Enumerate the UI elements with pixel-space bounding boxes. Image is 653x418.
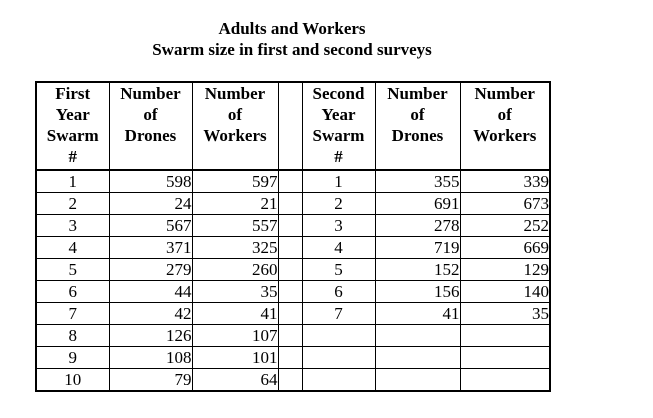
second-drones-cell xyxy=(375,347,460,369)
separator-cell xyxy=(278,259,302,281)
first-swarm-cell: 3 xyxy=(36,215,109,237)
header-text: Swarm xyxy=(312,126,365,145)
first-workers-cell: 21 xyxy=(192,193,278,215)
second-swarm-cell: 5 xyxy=(302,259,375,281)
first-workers-cell: 325 xyxy=(192,237,278,259)
separator-cell xyxy=(278,369,302,392)
swarm-table xyxy=(35,81,551,392)
separator-cell xyxy=(278,347,302,369)
header-first-drones xyxy=(109,82,192,170)
header-text: Year xyxy=(55,105,90,124)
separator-cell xyxy=(278,170,302,193)
first-workers-cell: 557 xyxy=(192,215,278,237)
header-first-workers xyxy=(192,82,278,170)
second-drones-cell: 278 xyxy=(375,215,460,237)
header-text: Number xyxy=(204,84,266,103)
second-swarm-cell: 2 xyxy=(302,193,375,215)
header-text: Number xyxy=(474,84,535,103)
header-text: Year xyxy=(321,105,356,124)
table-row xyxy=(36,237,550,259)
second-workers-cell: 140 xyxy=(460,281,550,303)
header-text: # xyxy=(68,147,77,166)
table-header-row xyxy=(36,82,550,170)
second-drones-cell: 355 xyxy=(375,170,460,193)
header-text: Workers xyxy=(203,126,267,145)
second-workers-cell: 35 xyxy=(460,303,550,325)
first-workers-cell: 260 xyxy=(192,259,278,281)
first-workers-cell: 101 xyxy=(192,347,278,369)
second-workers-cell: 252 xyxy=(460,215,550,237)
header-text: First xyxy=(55,84,91,103)
separator-cell xyxy=(278,237,302,259)
first-drones-cell: 24 xyxy=(109,193,192,215)
first-drones-cell: 279 xyxy=(109,259,192,281)
header-text: of xyxy=(143,105,158,124)
title-line-1: Adults and Workers xyxy=(218,19,366,38)
first-swarm-cell: 9 xyxy=(36,347,109,369)
first-swarm-cell: 4 xyxy=(36,237,109,259)
second-drones-cell: 719 xyxy=(375,237,460,259)
first-drones-cell: 371 xyxy=(109,237,192,259)
page-title xyxy=(0,18,584,60)
first-workers-cell: 41 xyxy=(192,303,278,325)
second-drones-cell xyxy=(375,325,460,347)
header-text: Workers xyxy=(473,126,537,145)
first-workers-cell: 107 xyxy=(192,325,278,347)
first-drones-cell: 126 xyxy=(109,325,192,347)
second-swarm-cell: 6 xyxy=(302,281,375,303)
header-second-swarm xyxy=(302,82,375,170)
second-swarm-cell xyxy=(302,369,375,392)
second-drones-cell: 152 xyxy=(375,259,460,281)
second-swarm-cell: 7 xyxy=(302,303,375,325)
first-swarm-cell: 7 xyxy=(36,303,109,325)
separator-cell xyxy=(278,193,302,215)
header-second-workers xyxy=(460,82,550,170)
header-text: of xyxy=(227,105,243,124)
second-workers-cell: 339 xyxy=(460,170,550,193)
second-workers-cell: 673 xyxy=(460,193,550,215)
second-swarm-cell xyxy=(302,347,375,369)
second-workers-cell: 129 xyxy=(460,259,550,281)
first-swarm-cell: 1 xyxy=(36,170,109,193)
header-text: Drones xyxy=(124,126,177,145)
second-workers-cell xyxy=(460,325,550,347)
first-swarm-cell: 5 xyxy=(36,259,109,281)
separator-cell xyxy=(278,303,302,325)
header-first-swarm xyxy=(36,82,109,170)
first-drones-cell: 44 xyxy=(109,281,192,303)
separator-cell xyxy=(278,215,302,237)
second-workers-cell xyxy=(460,347,550,369)
header-text: of xyxy=(410,105,425,124)
first-workers-cell: 64 xyxy=(192,369,278,392)
header-text: # xyxy=(334,147,343,166)
second-workers-cell: 669 xyxy=(460,237,550,259)
header-text: Second xyxy=(312,84,365,103)
second-swarm-cell: 1 xyxy=(302,170,375,193)
first-drones-cell: 108 xyxy=(109,347,192,369)
first-drones-cell: 79 xyxy=(109,369,192,392)
first-swarm-cell: 10 xyxy=(36,369,109,392)
first-workers-cell: 597 xyxy=(192,170,278,193)
header-text: Drones xyxy=(391,126,444,145)
second-drones-cell: 156 xyxy=(375,281,460,303)
first-drones-cell: 598 xyxy=(109,170,192,193)
table-row xyxy=(36,259,550,281)
table-row xyxy=(36,369,550,392)
table-row xyxy=(36,170,550,193)
header-second-drones xyxy=(375,82,460,170)
table-row xyxy=(36,347,550,369)
separator-cell xyxy=(278,325,302,347)
second-swarm-cell xyxy=(302,325,375,347)
second-drones-cell xyxy=(375,369,460,392)
first-swarm-cell: 2 xyxy=(36,193,109,215)
first-swarm-cell: 8 xyxy=(36,325,109,347)
title-line-2: Swarm size in first and second surveys xyxy=(152,40,432,59)
second-drones-cell: 41 xyxy=(375,303,460,325)
header-separator xyxy=(278,82,302,170)
table-row xyxy=(36,281,550,303)
table-row xyxy=(36,193,550,215)
separator-cell xyxy=(278,281,302,303)
second-swarm-cell: 3 xyxy=(302,215,375,237)
first-swarm-cell: 6 xyxy=(36,281,109,303)
first-drones-cell: 42 xyxy=(109,303,192,325)
header-text: Swarm xyxy=(46,126,99,145)
second-drones-cell: 691 xyxy=(375,193,460,215)
table-row xyxy=(36,303,550,325)
first-drones-cell: 567 xyxy=(109,215,192,237)
table-row xyxy=(36,325,550,347)
table-row xyxy=(36,215,550,237)
header-text: of xyxy=(497,105,512,124)
second-swarm-cell: 4 xyxy=(302,237,375,259)
second-workers-cell xyxy=(460,369,550,392)
header-text: Number xyxy=(120,84,181,103)
first-workers-cell: 35 xyxy=(192,281,278,303)
header-text: Number xyxy=(387,84,448,103)
